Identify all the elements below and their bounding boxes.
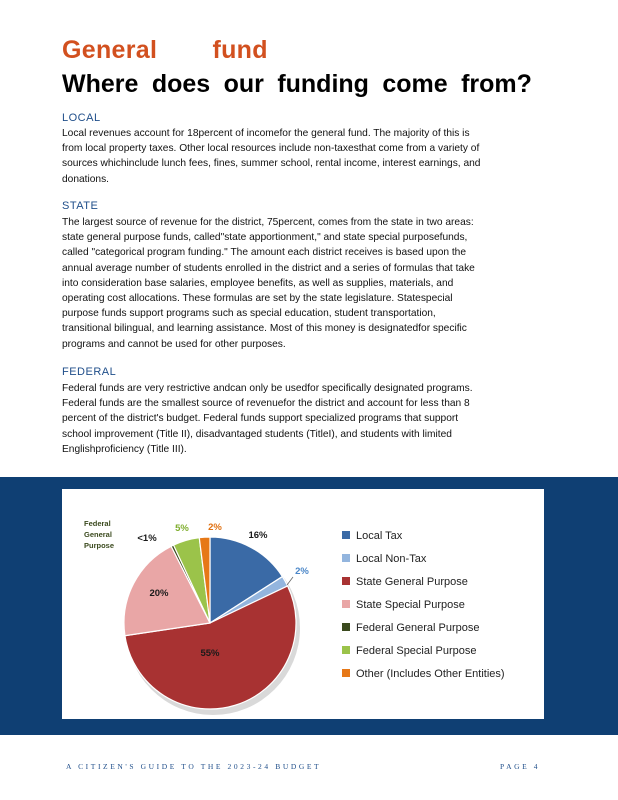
data-label: 2%	[295, 566, 309, 577]
body-line: sources whichinclude lunch fees, fines, summer school, rental income, interest earnings, and	[62, 158, 481, 170]
section-body-federal	[62, 381, 532, 457]
pie-chart	[62, 489, 544, 719]
body-line: Englishproficiency (Title III).	[62, 443, 187, 455]
footer-page-number: PAGE 4	[500, 762, 541, 771]
legend-swatch	[342, 531, 350, 539]
legend-label: Federal General Purpose	[356, 622, 480, 634]
body-line: operating cost allocations. These formulas are set by the state legislature. Statespecial	[62, 293, 453, 305]
legend-swatch	[342, 600, 350, 608]
data-label: 55%	[200, 648, 220, 659]
section-body-state	[62, 215, 532, 352]
subtitle-word: from?	[461, 70, 532, 98]
callout-label: Purpose	[84, 541, 115, 550]
section-heading-local: LOCAL	[62, 112, 101, 124]
data-label: 5%	[175, 523, 189, 534]
legend-swatch	[342, 669, 350, 677]
callout-label: Federal	[84, 519, 111, 528]
page-title: General fund	[62, 36, 268, 64]
body-line: Federal funds are the smallest source of revenuefor the district and account for less than 8	[62, 398, 470, 410]
page-subtitle	[62, 70, 532, 99]
body-line: into consideration base salaries, employee benefits, as well as supplies, materials, and	[62, 277, 454, 289]
body-line: school improvement (Title II), disadvantaged students (TitleI), and students with limited	[62, 428, 452, 440]
footer-title: A CITIZEN'S GUIDE TO THE 2023-24 BUDGET	[66, 762, 322, 771]
body-line: state general purpose funds, called"state apportionment," and state special purposefunds,	[62, 232, 468, 244]
body-line: annual average number of students enrolled in the district and a series of formulas that take	[62, 262, 475, 274]
legend-swatch	[342, 554, 350, 562]
data-label: 2%	[208, 522, 222, 533]
legend-label: Local Non-Tax	[356, 553, 427, 565]
section-heading-federal: FEDERAL	[62, 366, 117, 378]
body-line: purpose funds support programs such as special education, student transportation,	[62, 308, 436, 320]
legend-swatch	[342, 623, 350, 631]
body-line: called "categorical program funding." The amount each district receives is based upon the	[62, 247, 467, 259]
body-line: percent of the district's budget. Federal funds support specialized programs that support	[62, 413, 459, 425]
legend-swatch	[342, 646, 350, 654]
body-line: Local revenues account for 18percent of incomefor the general fund. The majority of this is	[62, 128, 470, 139]
subtitle-word: Where	[62, 70, 139, 98]
section-body-local	[62, 126, 532, 187]
leader-line	[287, 577, 293, 585]
body-line: transitional bilingual, and learning assistance. Most of this money is designatedfor specific	[62, 323, 467, 335]
body-line: programs and cannot be used for other purposes.	[62, 338, 286, 350]
chart-panel	[62, 489, 544, 719]
legend-label: Federal Special Purpose	[356, 645, 477, 657]
callout-label: General	[84, 530, 112, 539]
legend-label: Other (Includes Other Entities)	[356, 668, 505, 680]
legend-label: State Special Purpose	[356, 599, 465, 611]
legend-label: State General Purpose	[356, 576, 468, 588]
data-label: 16%	[248, 530, 268, 541]
subtitle-word: funding	[277, 70, 369, 98]
subtitle-word: come	[382, 70, 448, 98]
subtitle-word: our	[223, 70, 264, 98]
data-label: <1%	[137, 533, 157, 544]
legend-label: Local Tax	[356, 530, 403, 542]
subtitle-word: does	[151, 70, 211, 98]
body-line: donations.	[62, 173, 110, 185]
body-line: Federal funds are very restrictive andcan only be usedfor specifically designated programs.	[62, 383, 473, 394]
section-heading-state: STATE	[62, 200, 99, 212]
body-line: from local property taxes. Other local resources include non-taxesthat come from a variety of	[62, 143, 480, 155]
body-line: The largest source of revenue for the district, 75percent, comes from the state in two areas:	[62, 217, 474, 228]
data-label: 20%	[149, 588, 169, 599]
legend-swatch	[342, 577, 350, 585]
